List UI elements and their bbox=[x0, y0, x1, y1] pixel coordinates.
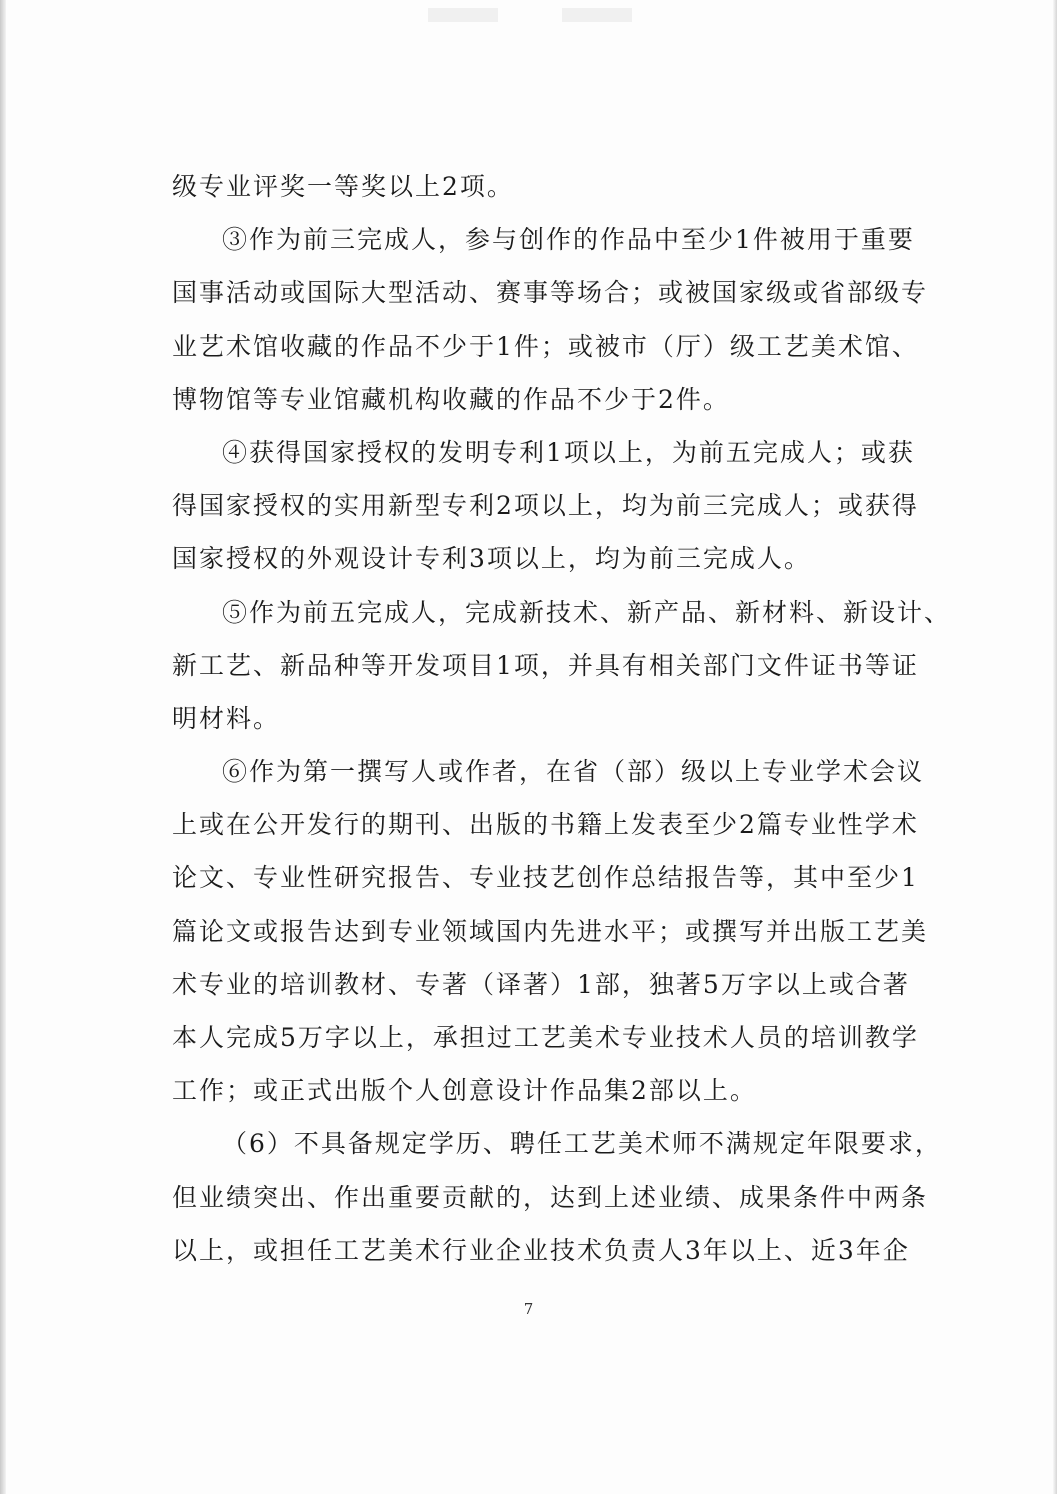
text-line: 论文、专业性研究报告、专业技艺创作总结报告等，其中至少1 bbox=[172, 863, 919, 893]
body-text bbox=[172, 160, 952, 1277]
text-line: 篇论文或报告达到专业领域国内先进水平；或撰写并出版工艺美 bbox=[172, 916, 929, 946]
scan-right-edge bbox=[1053, 0, 1057, 1494]
text-line: 术专业的培训教材、专著（译著）1部，独著5万字以上或合著 bbox=[172, 969, 910, 999]
text-line: 博物馆等专业馆藏机构收藏的作品不少于2件。 bbox=[172, 384, 730, 414]
text-line: 国家授权的外观设计专利3项以上，均为前三完成人。 bbox=[172, 544, 811, 574]
text-line: 明材料。 bbox=[172, 703, 281, 733]
text-line: 业艺术馆收藏的作品不少于1件；或被市（厅）级工艺美术馆、 bbox=[172, 331, 919, 361]
bleed-through-mark bbox=[428, 8, 498, 22]
text-line: ④获得国家授权的发明专利1项以上，为前五完成人；或获 bbox=[222, 437, 915, 467]
text-line: 上或在公开发行的期刊、出版的书籍上发表至少2篇专业性学术 bbox=[172, 810, 919, 840]
text-line: ⑤作为前五完成人，完成新技术、新产品、新材料、新设计、 bbox=[222, 597, 952, 627]
text-line: 级专业评奖一等奖以上2项。 bbox=[172, 172, 514, 201]
text-line: （6）不具备规定学历、聘任工艺美术师不满规定年限要求， bbox=[222, 1129, 942, 1159]
text-line: ③作为前三完成人，参与创作的作品中至少1件被用于重要 bbox=[222, 225, 915, 255]
page-number: 7 bbox=[523, 1300, 534, 1318]
scan-left-edge bbox=[0, 0, 6, 1494]
text-line: 本人完成5万字以上，承担过工艺美术专业技术人员的培训教学 bbox=[172, 1023, 919, 1052]
text-line: 但业绩突出、作出重要贡献的，达到上述业绩、成果条件中两条 bbox=[172, 1182, 929, 1212]
text-line: 国事活动或国际大型活动、赛事等场合；或被国家级或省部级专 bbox=[172, 278, 929, 308]
text-line: ⑥作为第一撰写人或作者，在省（部）级以上专业学术会议 bbox=[222, 757, 925, 787]
text-line: 新工艺、新品种等开发项目1项，并具有相关部门文件证书等证 bbox=[172, 650, 919, 680]
text-line: 工作；或正式出版个人创意设计作品集2部以上。 bbox=[172, 1076, 757, 1106]
bleed-through-mark bbox=[562, 8, 632, 22]
text-line: 得国家授权的实用新型专利2项以上，均为前三完成人；或获得 bbox=[172, 491, 919, 521]
text-line: 以上，或担任工艺美术行业企业技术负责人3年以上、近3年企 bbox=[172, 1235, 910, 1265]
